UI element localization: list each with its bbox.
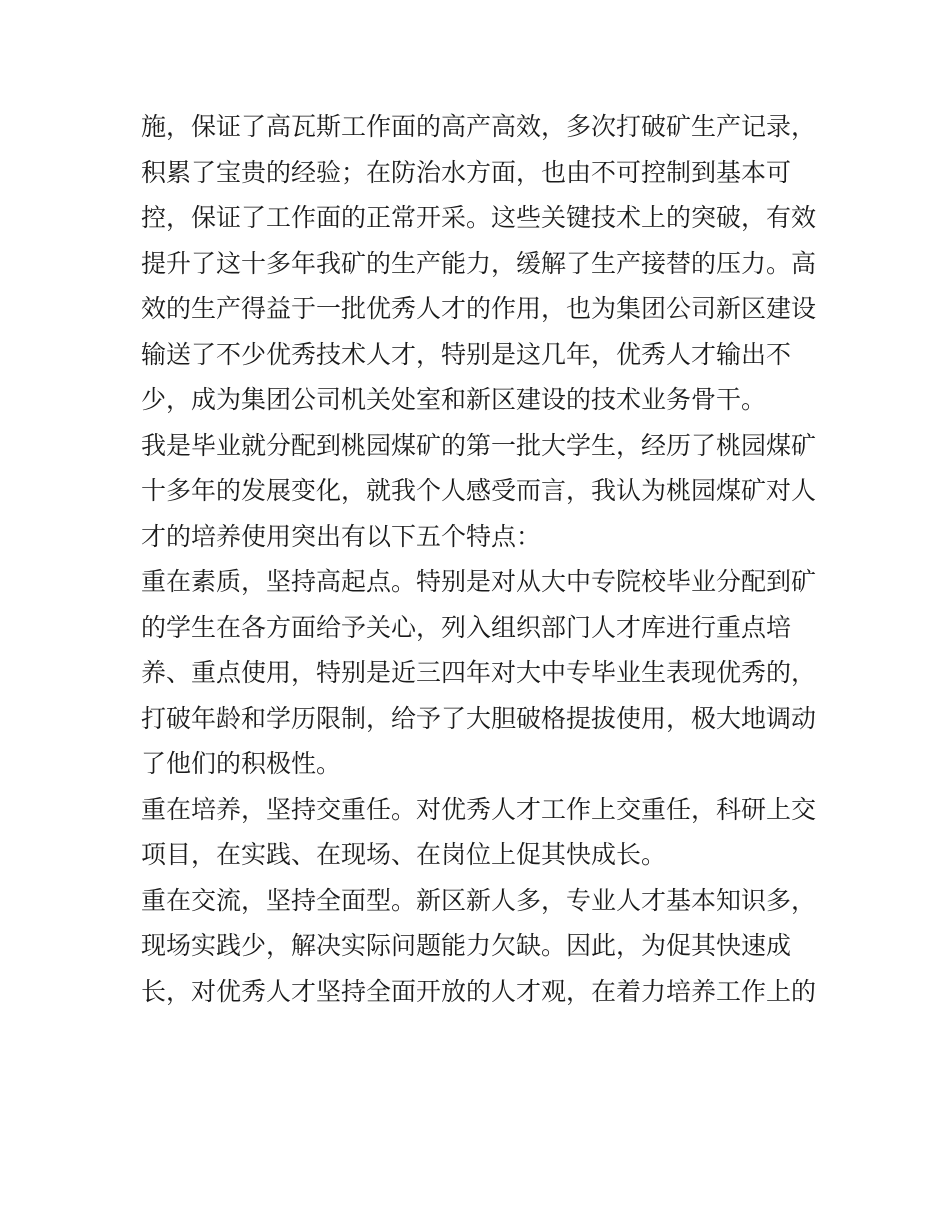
text-line: 的学生在各方面给予关心，列入组织部门人才库进行重点培 bbox=[141, 612, 792, 642]
text-line: 长，对优秀人才坚持全面开放的人才观，在着力培养工作上的 bbox=[141, 976, 817, 1006]
text-line: 才的培养使用突出有以下五个特点： bbox=[141, 521, 542, 551]
text-line: 养、重点使用，特别是近三四年对大中专毕业生表现优秀的， bbox=[141, 658, 817, 687]
text-line: 控，保证了工作面的正常开采。这些关键技术上的突破，有效 bbox=[141, 203, 817, 232]
text-line: 了他们的积极性。 bbox=[141, 749, 342, 778]
text-line: 项目，在实践、在现场、在岗位上促其快成长。 bbox=[141, 840, 667, 869]
text-line: 打破年龄和学历限制，给予了大胆破格提拔使用，极大地调动 bbox=[141, 703, 817, 733]
text-line: 输送了不少优秀技术人才，特别是这几年，优秀人才输出不 bbox=[141, 339, 792, 369]
body-text bbox=[141, 104, 821, 1014]
text-line: 少，成为集团公司机关处室和新区建设的技术业务骨干。 bbox=[141, 385, 767, 414]
text-line: 现场实践少，解决实际问题能力欠缺。因此，为促其快速成 bbox=[141, 931, 792, 960]
text-line: 重在培养，坚持交重任。对优秀人才工作上交重任，科研上交 bbox=[141, 794, 817, 824]
text-line: 积累了宝贵的经验；在防治水方面，也由不可控制到基本可 bbox=[141, 157, 792, 187]
text-line: 提升了这十多年我矿的生产能力，缓解了生产接替的压力。高 bbox=[141, 248, 817, 278]
text-line: 施，保证了高瓦斯工作面的高产高效，多次打破矿生产记录， bbox=[141, 112, 817, 141]
text-line: 重在素质，坚持高起点。特别是对从大中专院校毕业分配到矿 bbox=[141, 567, 817, 596]
text-line: 效的生产得益于一批优秀人才的作用，也为集团公司新区建设 bbox=[141, 294, 817, 323]
text-line: 十多年的发展变化，就我个人感受而言，我认为桃园煤矿对人 bbox=[141, 476, 817, 505]
text-line: 我是毕业就分配到桃园煤矿的第一批大学生，经历了桃园煤矿 bbox=[141, 430, 817, 460]
text-line: 重在交流，坚持全面型。新区新人多，专业人才基本知识多， bbox=[141, 885, 817, 915]
